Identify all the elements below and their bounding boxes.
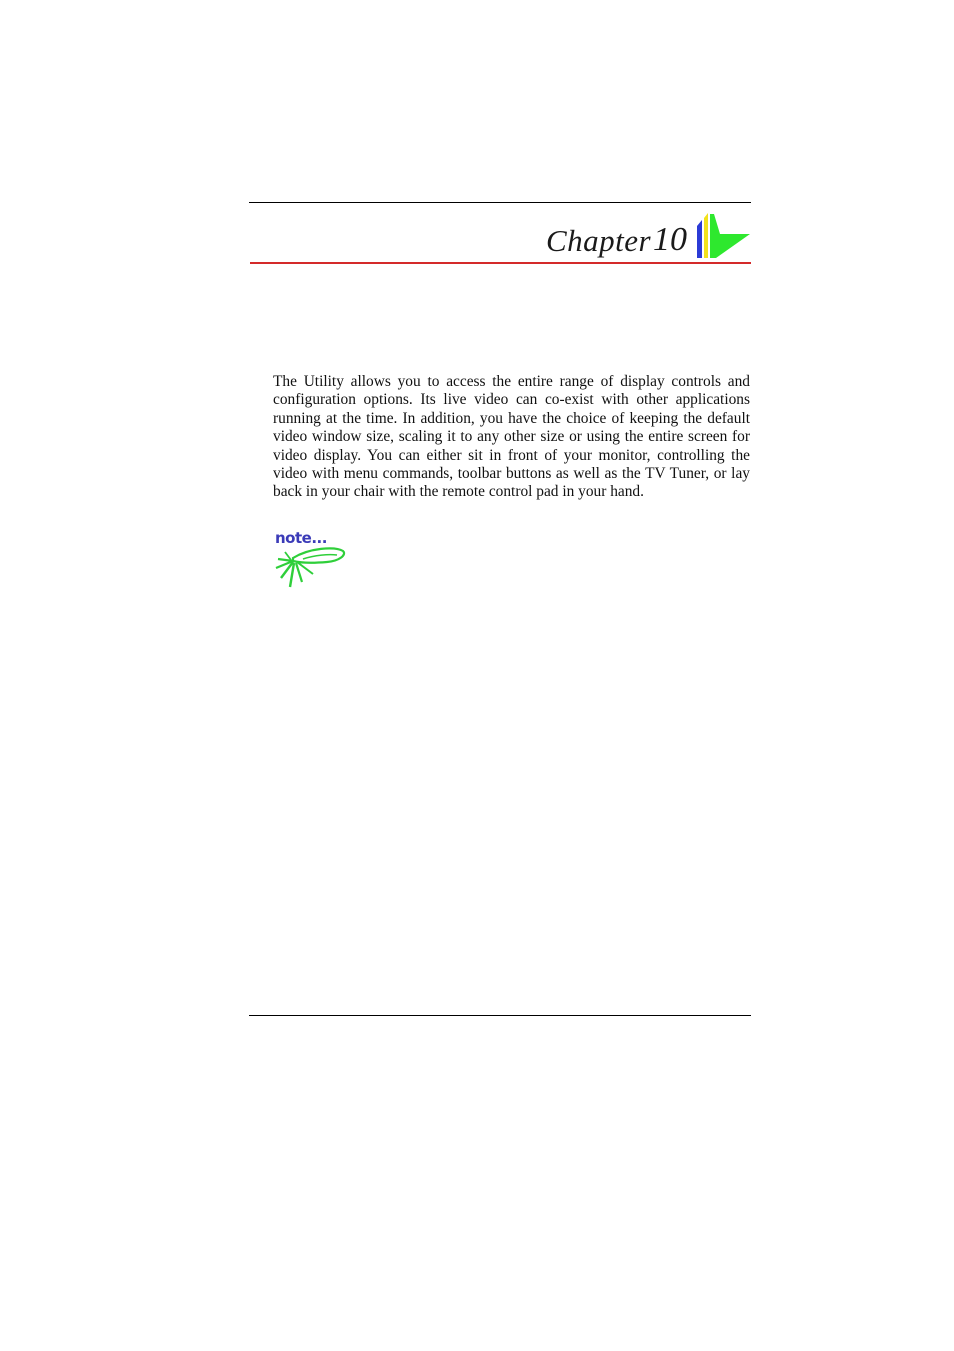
logo-green-arrow xyxy=(710,214,750,258)
footer-rule xyxy=(249,1015,751,1016)
header-top-rule xyxy=(249,202,751,203)
chapter-number: 10 xyxy=(653,221,687,258)
note-label: note... xyxy=(275,529,327,547)
logo-blue-stripe xyxy=(697,220,702,258)
chapter-logo-icon xyxy=(694,212,752,260)
note-pen-icon xyxy=(273,528,349,590)
header-red-rule xyxy=(250,262,751,264)
intro-paragraph: The Utility allows you to access the entire range of display controls and configuration options. Its live video can co-exist with other applications running at the time. In addition, you have the choice of keeping the default video window size, scaling it to any other size or using the entire screen for video display. You can either sit in front of your monitor, controlling the video with menu commands, toolbar buttons as well as the TV Tuner, or lay back in your chair with the remote control pad in your hand. xyxy=(273,373,750,501)
chapter-title: Chapter xyxy=(546,223,652,258)
logo-yellow-stripe xyxy=(704,213,708,258)
